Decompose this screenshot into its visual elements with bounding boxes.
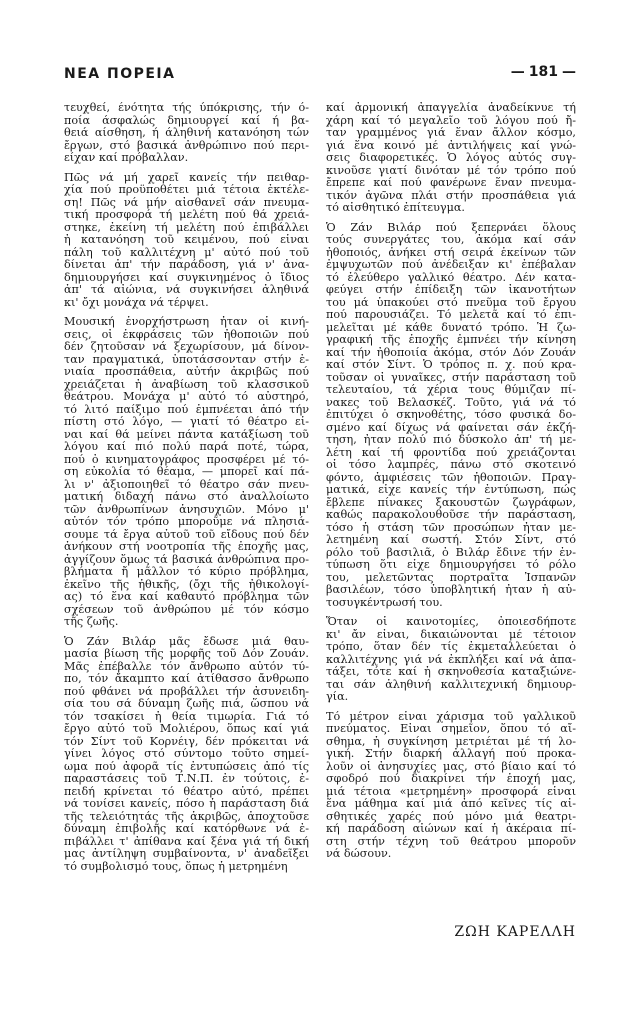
- text-line: ται σάν ἀληθινή καλλιτεχνική δημιουρ-: [326, 678, 576, 691]
- text-line: κινοῦσε γιατί δινόταν μέ τόν τρόπο πού: [326, 164, 576, 177]
- text-line: τικόν ἀγῶνα πλάι στήν προσπάθεια γιά: [326, 189, 576, 202]
- text-line: πίστη στό λόγο, — γιατί τό θέατρο εἶ-: [64, 416, 309, 428]
- text-line: ἔβλεπε πίνακες ξακουστῶν ζωγράφων,: [326, 496, 576, 509]
- text-line: γία.: [326, 691, 349, 703]
- text-line: τῆς ζωῆς.: [64, 616, 119, 628]
- text-line: λετημένη καί σωστή. Στόν Σίντ, στό: [326, 534, 576, 546]
- text-line: κι' ὄχι μονάχα νά τέρψει.: [64, 296, 209, 309]
- text-line: μιά τέτοια «μετρημένη» προσφορά εἶναι: [326, 785, 576, 798]
- paragraph-gap: [326, 215, 576, 222]
- text-line: ἕνα μάθημα καί μιά ἀπό κεῖνες τίς αἰ-: [326, 798, 576, 810]
- text-line: μας ἀντίληψη συμβαίνοντα, ν' ἀναδεῖξει: [64, 848, 309, 860]
- text-line: αὐτόν τόν τρόπο μποροῦμε νά πλησιά-: [64, 516, 309, 528]
- text-line: του μά ὑπακούει στό πνεῦμα τοῦ ἔργου: [326, 296, 576, 309]
- text-line: ἡ κατανόηση τοῦ κειμένου, πού εἶναι: [64, 234, 309, 246]
- text-line: πού ὁ κινηματογράφος προσφέρει μέ τό-: [64, 453, 309, 466]
- text-line: τάξει, τότε καί ἡ σκηνοθεσία καταξιώνε-: [326, 666, 576, 678]
- text-line: ἔπρεπε καί πού φανέρωνε ἕναν πνευμα-: [326, 177, 576, 189]
- text-line: ρόλο τοῦ βασιλιᾶ, ὁ Βιλάρ ἔδινε τήν ἐν-: [326, 546, 576, 559]
- text-line: στη στήν τέχνη τοῦ θεάτρου μποροῦν: [326, 835, 576, 848]
- text-line: γίνει λόγος στό σύντομο τοῦτο σημεί-: [64, 748, 309, 760]
- text-line: θεάτρου. Μονάχα μ' αὐτό τό αὐστηρό,: [64, 391, 309, 403]
- text-line: Τό μέτρον εἶναι χάρισμα τοῦ γαλλικοῦ: [326, 710, 576, 723]
- text-line: ταν γραμμένος γιά ἕναν ἄλλον κόσμο,: [326, 127, 576, 139]
- left-text-column: [64, 102, 309, 873]
- text-line: χία πού προϋποθέτει μιά τέτοια ἐκτέλε-: [64, 184, 309, 196]
- text-line: καθώς παρακολουθοῦσε τήν παράσταση,: [326, 509, 576, 521]
- text-line: φεύγει στήν ἐπίδειξη τῶν ἱκανοτήτων: [326, 284, 576, 296]
- text-line: καλλιτέχνης γιά νά ἐκπλήξει καί νά ἀπα-: [326, 653, 576, 666]
- text-line: τοῦσαν οἱ γυναῖκες, στήν παράσταση τοῦ: [326, 371, 576, 384]
- text-line: βλήματα ἤ μᾶλλον τό κύριο πρόβλημα,: [64, 566, 309, 578]
- text-line: ση! Πῶς νά μήν αἰσθανεῖ σάν πνευμα-: [64, 196, 309, 209]
- text-line: πο, τόν ἄκαμπτο καί ἀτίθασσο ἄνθρωπο: [64, 673, 309, 685]
- text-line: Ὁ Ζάν Βιλάρ μᾶς ἔδωσε μιά θαυ-: [64, 635, 309, 648]
- text-line: τό λιτό παίξιμο πού ἐμπνέεται ἀπό τήν: [64, 403, 309, 416]
- text-line: σχέσεων τοῦ ἀνθρώπου μέ τόν κόσμο: [64, 603, 309, 616]
- text-line: λέτη καί τή φροντίδα πού χρειάζονται: [326, 446, 576, 459]
- text-line: σουμε τά ἔργα αὐτοῦ τοῦ εἴδους πού δέν: [64, 528, 309, 541]
- text-line: τόν Σίντ τοῦ Κορνέιγ, δέν πρόκειται νά: [64, 735, 309, 748]
- text-line: καί τήν ἠθοποιία ἀκόμα, στόν Δόν Ζουάν: [326, 346, 576, 359]
- text-line: Μουσική ἐνορχήστρωση ἦταν οἱ κινή-: [64, 316, 309, 328]
- text-line: βασιλέων, τόσο ὑποβλητική ἦταν ἡ αὐ-: [326, 584, 576, 596]
- text-line: πού παρουσιάζει. Τό μελετᾶ καί τό ἐπι-: [326, 309, 576, 321]
- text-line: νακες τοῦ Βελασκέζ. Τοῦτο, γιά νά τό: [326, 396, 576, 409]
- text-line: κή παράδοση αἰώνων καί ἡ ἀκέραια πί-: [326, 823, 576, 835]
- text-paragraph: [64, 102, 309, 165]
- text-line: τρόπο, ὅταν δέν τίς ἐκμεταλλεύεται ὁ: [326, 641, 576, 653]
- text-line: μελεῖται μέ κάθε δυνατό τρόπο. Ἡ ζω-: [326, 321, 576, 334]
- text-line: σθημα, ἡ συγκίνηση μετριέται μέ τή λο-: [326, 735, 576, 748]
- journal-title: ΝΕΑ ΠΟΡΕΙΑ: [64, 66, 176, 82]
- text-line: παραστάσεις τοῦ Τ.Ν.Π. ἐν τούτοις, ἐ-: [64, 773, 309, 785]
- text-paragraph: [326, 711, 576, 861]
- text-line: ἐκεῖνο τῆς ἠθικῆς, (ὄχι τῆς ἠθικολογί-: [64, 578, 309, 591]
- text-line: γραφική τῆς ἐποχῆς ἐμπνέει τήν κίνηση: [326, 334, 576, 346]
- text-line: ταν πραγματικά, ὑποτάσσονταν στήν ἑ-: [64, 353, 309, 366]
- text-line: δύναμη ἐπιβολῆς καί κατόρθωνε νά ἐ-: [64, 823, 309, 835]
- paragraph-gap: [326, 609, 576, 616]
- text-line: ἠθοποιός, ἀνήκει στή σειρά ἐκείνων τῶν: [326, 246, 576, 259]
- text-line: ἀνήκουν στή νοοτροπία τῆς ἐποχῆς μας,: [64, 541, 309, 553]
- text-line: ματική διδαχή πάνω στό ἀναλλοίωτο: [64, 491, 309, 503]
- page-header: [64, 62, 576, 84]
- text-line: νιαία προσπάθεια, αὐτήν ἀκριβῶς πού: [64, 366, 309, 378]
- text-line: του, μελετῶντας πορτραῖτα Ἰσπανῶν: [326, 571, 576, 584]
- author-signature: ΖΩΗ ΚΑΡΕΛΛΗ: [454, 924, 576, 940]
- text-line: Μᾶς ἐπέβαλλε τόν ἄνθρωπο αὐτόν τύ-: [64, 660, 309, 673]
- text-line: Πῶς νά μή χαρεῖ κανείς τήν πειθαρ-: [64, 171, 309, 184]
- text-line: τούς συνεργάτες του, ἀκόμα καί σάν: [326, 234, 576, 246]
- text-line: σθητικές χαρές πού μόνο μιά θεατρι-: [326, 810, 576, 823]
- text-line: σεις διαφορετικές. Ὁ λόγος αὐτός συγ-: [326, 152, 576, 164]
- text-line: σία του σά δύναμη ζωῆς πιά, ὥσπου νά: [64, 698, 309, 710]
- text-line: τική προσφορά τή μελέτη πού θά χρειά-: [64, 209, 309, 221]
- right-text-column: [326, 102, 576, 861]
- text-line: τῆς τελειότητάς τῆς ἀκριβῶς, ἀποχτοῦσε: [64, 810, 309, 823]
- text-line: γιά ἕνα κοινό μέ ἀντιλήψεις καί γνώ-: [326, 139, 576, 152]
- text-line: ἐμψυχωτῶν πού ἀνέδειξαν κι' ἐπέβαλαν: [326, 259, 576, 271]
- text-line: χρειάζεται ἡ ἀναβίωση τοῦ κλασσικοῦ: [64, 378, 309, 391]
- text-line: ἐπιτύχει ὁ σκηνοθέτης, τόσο φυσικά δο-: [326, 409, 576, 421]
- text-line: δημιουργήσει καί συγκινημένος ὁ ἴδιος: [64, 271, 309, 284]
- text-line: ποία άσφαλώς δημιουργεί καί ή βα-: [64, 114, 309, 127]
- paragraph-gap: [64, 309, 309, 316]
- text-line: ση εὐκολία τό θέαμα, — μπορεῖ καί πά-: [64, 466, 309, 478]
- text-line: σεις, οἱ ἐκφράσεις τῶν ἠθοποιῶν πού: [64, 328, 309, 341]
- text-line: ἀγγίζουν ὅμως τά βασικά ἀνθρώπινα προ-: [64, 553, 309, 566]
- text-line: πάλη τοῦ καλλιτέχνη μ' αὐτό πού τοῦ: [64, 246, 309, 259]
- text-line: φόντο, ἀμφιέσεις τῶν ἠθοποιῶν. Πραγ-: [326, 471, 576, 484]
- text-line: τόσο ἡ στάση τῶν προσώπων ἦταν με-: [326, 521, 576, 534]
- text-line: τό ἐλεύθερο γαλλικό θέατρο. Δέν κατα-: [326, 271, 576, 284]
- text-line: πειδή κρίνεται τό θέατρο αὐτό, πρέπει: [64, 785, 309, 798]
- text-line: είχαν καί πρόβαλλαν.: [64, 152, 189, 164]
- text-paragraph: [326, 616, 576, 704]
- text-line: νά τονίσει κανείς, πόσο ἡ παράσταση διά: [64, 798, 309, 810]
- text-line: Ὅταν οἱ καινοτομίες, ὁποιεσδήποτε: [326, 616, 576, 628]
- text-line: πιβάλλει τ' ἀπίθανα καί ξένα γιά τή δική: [64, 835, 309, 848]
- text-line: τελευταίου, τά χέρια τους θύμιζαν πί-: [326, 384, 576, 396]
- text-line: λοῦν οἱ ἀνησυχίες μας, στό βίαιο καί τό: [326, 760, 576, 773]
- text-line: μασία βίωση τῆς μορφῆς τοῦ Δόν Ζουάν.: [64, 648, 309, 660]
- text-line: χάρη καί τό μεγαλεῖο τοῦ λόγου πού ἤ-: [326, 114, 576, 127]
- text-line: ἔργων, στό βασικά ἀνθρώπινο πού περι-: [64, 139, 309, 152]
- text-paragraph: [64, 172, 309, 310]
- text-line: τῶν ἀνθρωπίνων ἀνησυχιῶν. Μόνο μ': [64, 503, 309, 516]
- paragraph-gap: [326, 704, 576, 711]
- text-paragraph: [64, 316, 309, 629]
- text-line: κι' ἄν εἶναι, δικαιώνονται μέ τέτοιον: [326, 628, 576, 641]
- text-line: θειά αίσθηση, ή άληθινή κατανόηση τών: [64, 127, 309, 139]
- text-line: ἔργο αὐτό τοῦ Μολιέρου, ὅπως καί γιά: [64, 723, 309, 735]
- text-line: πού φθάνει νά προβάλλει τήν ἀσυνειδη-: [64, 685, 309, 698]
- text-line: γική. Στήν διαρκή ἀλλαγή πού προκα-: [326, 748, 576, 760]
- text-line: λι ν' ἀξιοποιηθεῖ τό θέατρο σάν πνευ-: [64, 478, 309, 491]
- page-number: — 181 —: [511, 64, 576, 80]
- text-line: δίνεται ἀπ' τήν παράδοση, γιά ν' ἀνα-: [64, 259, 309, 271]
- text-line: ωμα πού ἀφορᾶ τίς ἐντυπώσεις ἀπό τίς: [64, 760, 309, 773]
- paragraph-gap: [64, 165, 309, 172]
- text-line: τό αἰσθητικό ἐπίτευγμα.: [326, 202, 465, 214]
- text-line: καί ἁρμονική ἀπαγγελία ἀναδείκνυε τή: [326, 102, 576, 114]
- text-line: σμένο καί δίχως νά φαίνεται σάν ἐκζή-: [326, 421, 576, 434]
- text-line: λόγου καί πιό πολύ παρά ποτέ, τώρα,: [64, 441, 309, 453]
- text-paragraph: [64, 636, 309, 874]
- text-line: τό συμβολισμό τους, ὅπως ἡ μετρημένη: [64, 860, 288, 873]
- text-line: πνεύματος. Εἶναι σημεῖον, ὅπου τό αἴ-: [326, 723, 576, 735]
- text-line: δέν ζητοῦσαν νά ξεχωρίσουν, μά δίνον-: [64, 341, 309, 353]
- text-line: τύπωση ὅτι εἶχε δημιουργήσει τό ρόλο: [326, 559, 576, 571]
- text-line: νά δώσουν.: [326, 848, 392, 860]
- text-line: ας) τό ἕνα καί καθαυτό πρόβλημα τῶν: [64, 591, 309, 603]
- text-line: στηκε, ἐκείνη τή μελέτη πού ἐπιβάλλει: [64, 221, 309, 234]
- text-line: τόν τσακίσει ἡ θεία τιμωρία. Γιά τό: [64, 710, 309, 723]
- text-line: τοσυγκέντρωσή του.: [326, 596, 443, 609]
- text-line: ματικά, εἶχε κανείς τήν ἐντύπωση, πώς: [326, 484, 576, 496]
- text-paragraph: [326, 222, 576, 610]
- text-line: σφοδρό πού διακρίνει τήν ἐποχή μας,: [326, 773, 576, 785]
- text-line: τηση, ἦταν πολύ πιό δύσκολο ἀπ' τή με-: [326, 434, 576, 446]
- text-line: ἀπ' τά αἰώνια, νά συγκινήσει ἀληθινά: [64, 284, 309, 296]
- text-paragraph: [326, 102, 576, 215]
- text-line: τευχθεί, ένότητα τής ύπόκρισης, τήν ό-: [64, 102, 309, 114]
- text-line: ναι καί θά μείνει πάντα κατάξίωση τοῦ: [64, 428, 309, 441]
- paragraph-gap: [64, 629, 309, 636]
- text-line: καί στόν Σίντ. Ὁ τρόπος π. χ. πού κρα-: [326, 359, 576, 371]
- text-line: οἱ τόσο λαμπρές, πάνω στό σκοτεινό: [326, 459, 576, 471]
- text-line: Ὁ Ζάν Βιλάρ πού ξεπερνάει ὅλους: [326, 221, 576, 234]
